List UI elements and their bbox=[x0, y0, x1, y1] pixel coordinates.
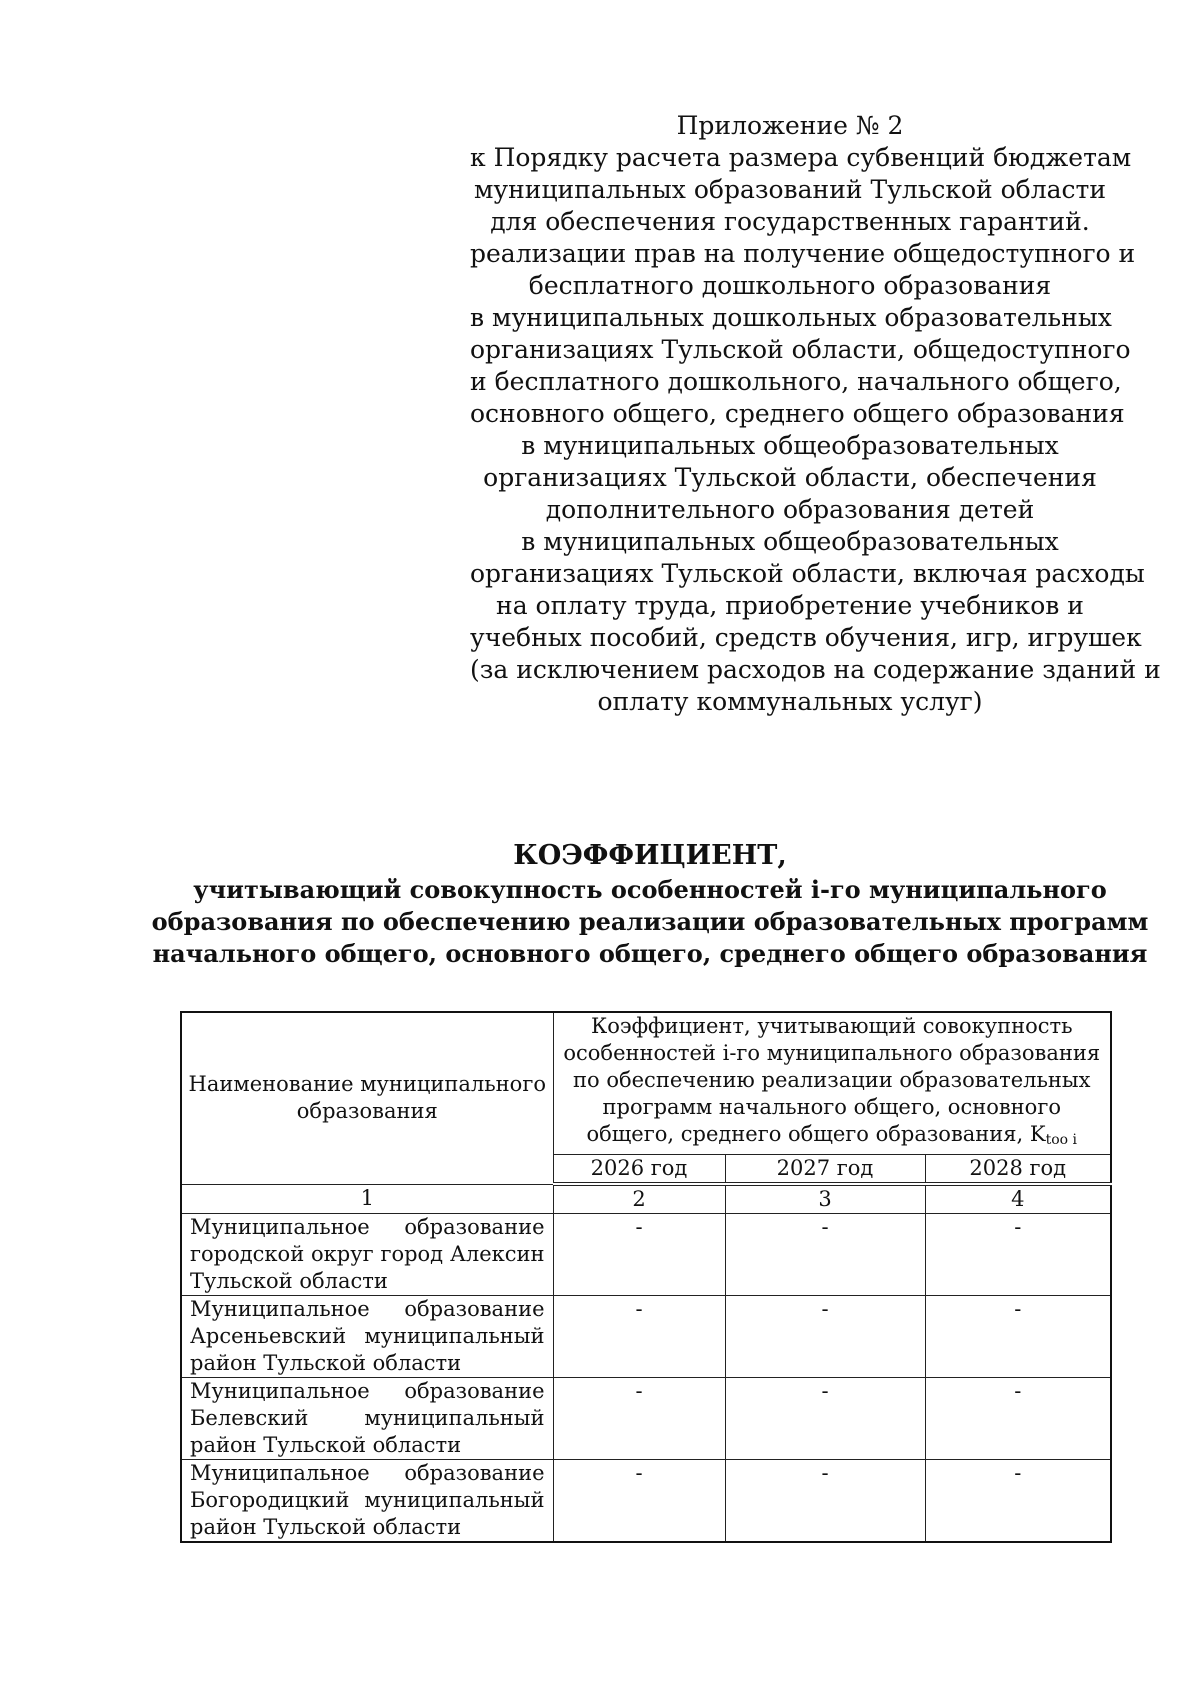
coefficient-value: - bbox=[925, 1460, 1111, 1543]
header-year: 2028 год bbox=[925, 1155, 1111, 1185]
column-number: 3 bbox=[725, 1184, 925, 1214]
appendix-line: Приложение № 2 bbox=[676, 111, 904, 140]
coefficient-value: - bbox=[725, 1378, 925, 1460]
appendix-line: в муниципальных общеобразовательных bbox=[521, 527, 1059, 556]
header-year: 2026 год bbox=[553, 1155, 725, 1185]
appendix-line: реализации прав на получение общедоступного и bbox=[470, 239, 1136, 268]
table-row bbox=[181, 1214, 1111, 1296]
coefficient-table bbox=[180, 1011, 1112, 1543]
coefficient-value: - bbox=[553, 1214, 725, 1296]
appendix-heading bbox=[470, 110, 1161, 718]
title-sub-line: учитывающий совокупность особенностей i-го муниципального bbox=[193, 875, 1107, 904]
appendix-line: организациях Тульской области, обеспечения bbox=[483, 463, 1097, 492]
header-municipality-name-text: Наименование муниципального образования bbox=[188, 1072, 546, 1124]
coefficient-value: - bbox=[925, 1296, 1111, 1378]
appendix-line: к Порядку расчета размера субвенций бюджетам bbox=[470, 143, 1132, 172]
appendix-line: (за исключением расходов на содержание зданий и bbox=[470, 655, 1161, 684]
appendix-line: в муниципальных дошкольных образовательных bbox=[470, 303, 1112, 332]
coefficient-value: - bbox=[725, 1460, 925, 1543]
header-coefficient-subscript: too i bbox=[1045, 1132, 1077, 1148]
column-number: 2 bbox=[553, 1184, 725, 1214]
appendix-line: учебных пособий, средств обучения, игр, игрушек bbox=[470, 623, 1142, 652]
appendix-line: оплату коммунальных услуг) bbox=[597, 687, 983, 716]
table-row bbox=[181, 1378, 1111, 1460]
table-row bbox=[181, 1460, 1111, 1543]
coefficient-value: - bbox=[553, 1378, 725, 1460]
appendix-line: бесплатного дошкольного образования bbox=[528, 271, 1052, 300]
municipality-name: Муниципальное образование Белевский муниципальный район Тульской области bbox=[181, 1378, 553, 1460]
title-subtitle bbox=[130, 874, 1170, 970]
title-sub-line: образования по обеспечению реализации образовательных программ bbox=[151, 907, 1149, 936]
appendix-line: организациях Тульской области, включая расходы bbox=[470, 559, 1145, 588]
coefficient-value: - bbox=[925, 1378, 1111, 1460]
header-year: 2027 год bbox=[725, 1155, 925, 1185]
column-number: 4 bbox=[925, 1184, 1111, 1214]
column-number: 1 bbox=[181, 1184, 553, 1214]
appendix-line: и бесплатного дошкольного, начального общего, bbox=[470, 367, 1122, 396]
appendix-line: в муниципальных общеобразовательных bbox=[521, 431, 1059, 460]
appendix-line: муниципальных образований Тульской области bbox=[473, 175, 1107, 204]
appendix-line: на оплату труда, приобретение учебников и bbox=[496, 591, 1084, 620]
coefficient-value: - bbox=[553, 1296, 725, 1378]
appendix-line: организациях Тульской области, общедоступного bbox=[470, 335, 1131, 364]
document-title bbox=[130, 838, 1170, 970]
coefficient-value: - bbox=[925, 1214, 1111, 1296]
header-coefficient bbox=[553, 1012, 1111, 1155]
municipality-name: Муниципальное образование Арсеньевский муниципальный район Тульской области bbox=[181, 1296, 553, 1378]
table-column-numbers-row bbox=[181, 1184, 1111, 1214]
coefficient-value: - bbox=[725, 1214, 925, 1296]
table-row bbox=[181, 1296, 1111, 1378]
title-sub-line: начального общего, основного общего, среднего общего образования bbox=[152, 939, 1148, 968]
header-municipality-name bbox=[181, 1012, 553, 1184]
appendix-line: дополнительного образования детей bbox=[545, 495, 1035, 524]
municipality-name: Муниципальное образование городской округ город Алексин Тульской области bbox=[181, 1214, 553, 1296]
header-coefficient-text: Коэффициент, учитывающий совокупность особенностей i-го муниципального образования по обеспечению реализации образовательных программ начального общего, основного общего, среднего общего образования, K bbox=[563, 1014, 1101, 1146]
title-main: КОЭФФИЦИЕНТ, bbox=[513, 840, 787, 871]
appendix-line: основного общего, среднего общего образования bbox=[470, 399, 1125, 428]
appendix-line: для обеспечения государственных гарантий. bbox=[490, 207, 1090, 236]
municipality-name: Муниципальное образование Богородицкий муниципальный район Тульской области bbox=[181, 1460, 553, 1543]
coefficient-value: - bbox=[725, 1296, 925, 1378]
coefficient-value: - bbox=[553, 1460, 725, 1543]
table-header-row bbox=[181, 1012, 1111, 1155]
